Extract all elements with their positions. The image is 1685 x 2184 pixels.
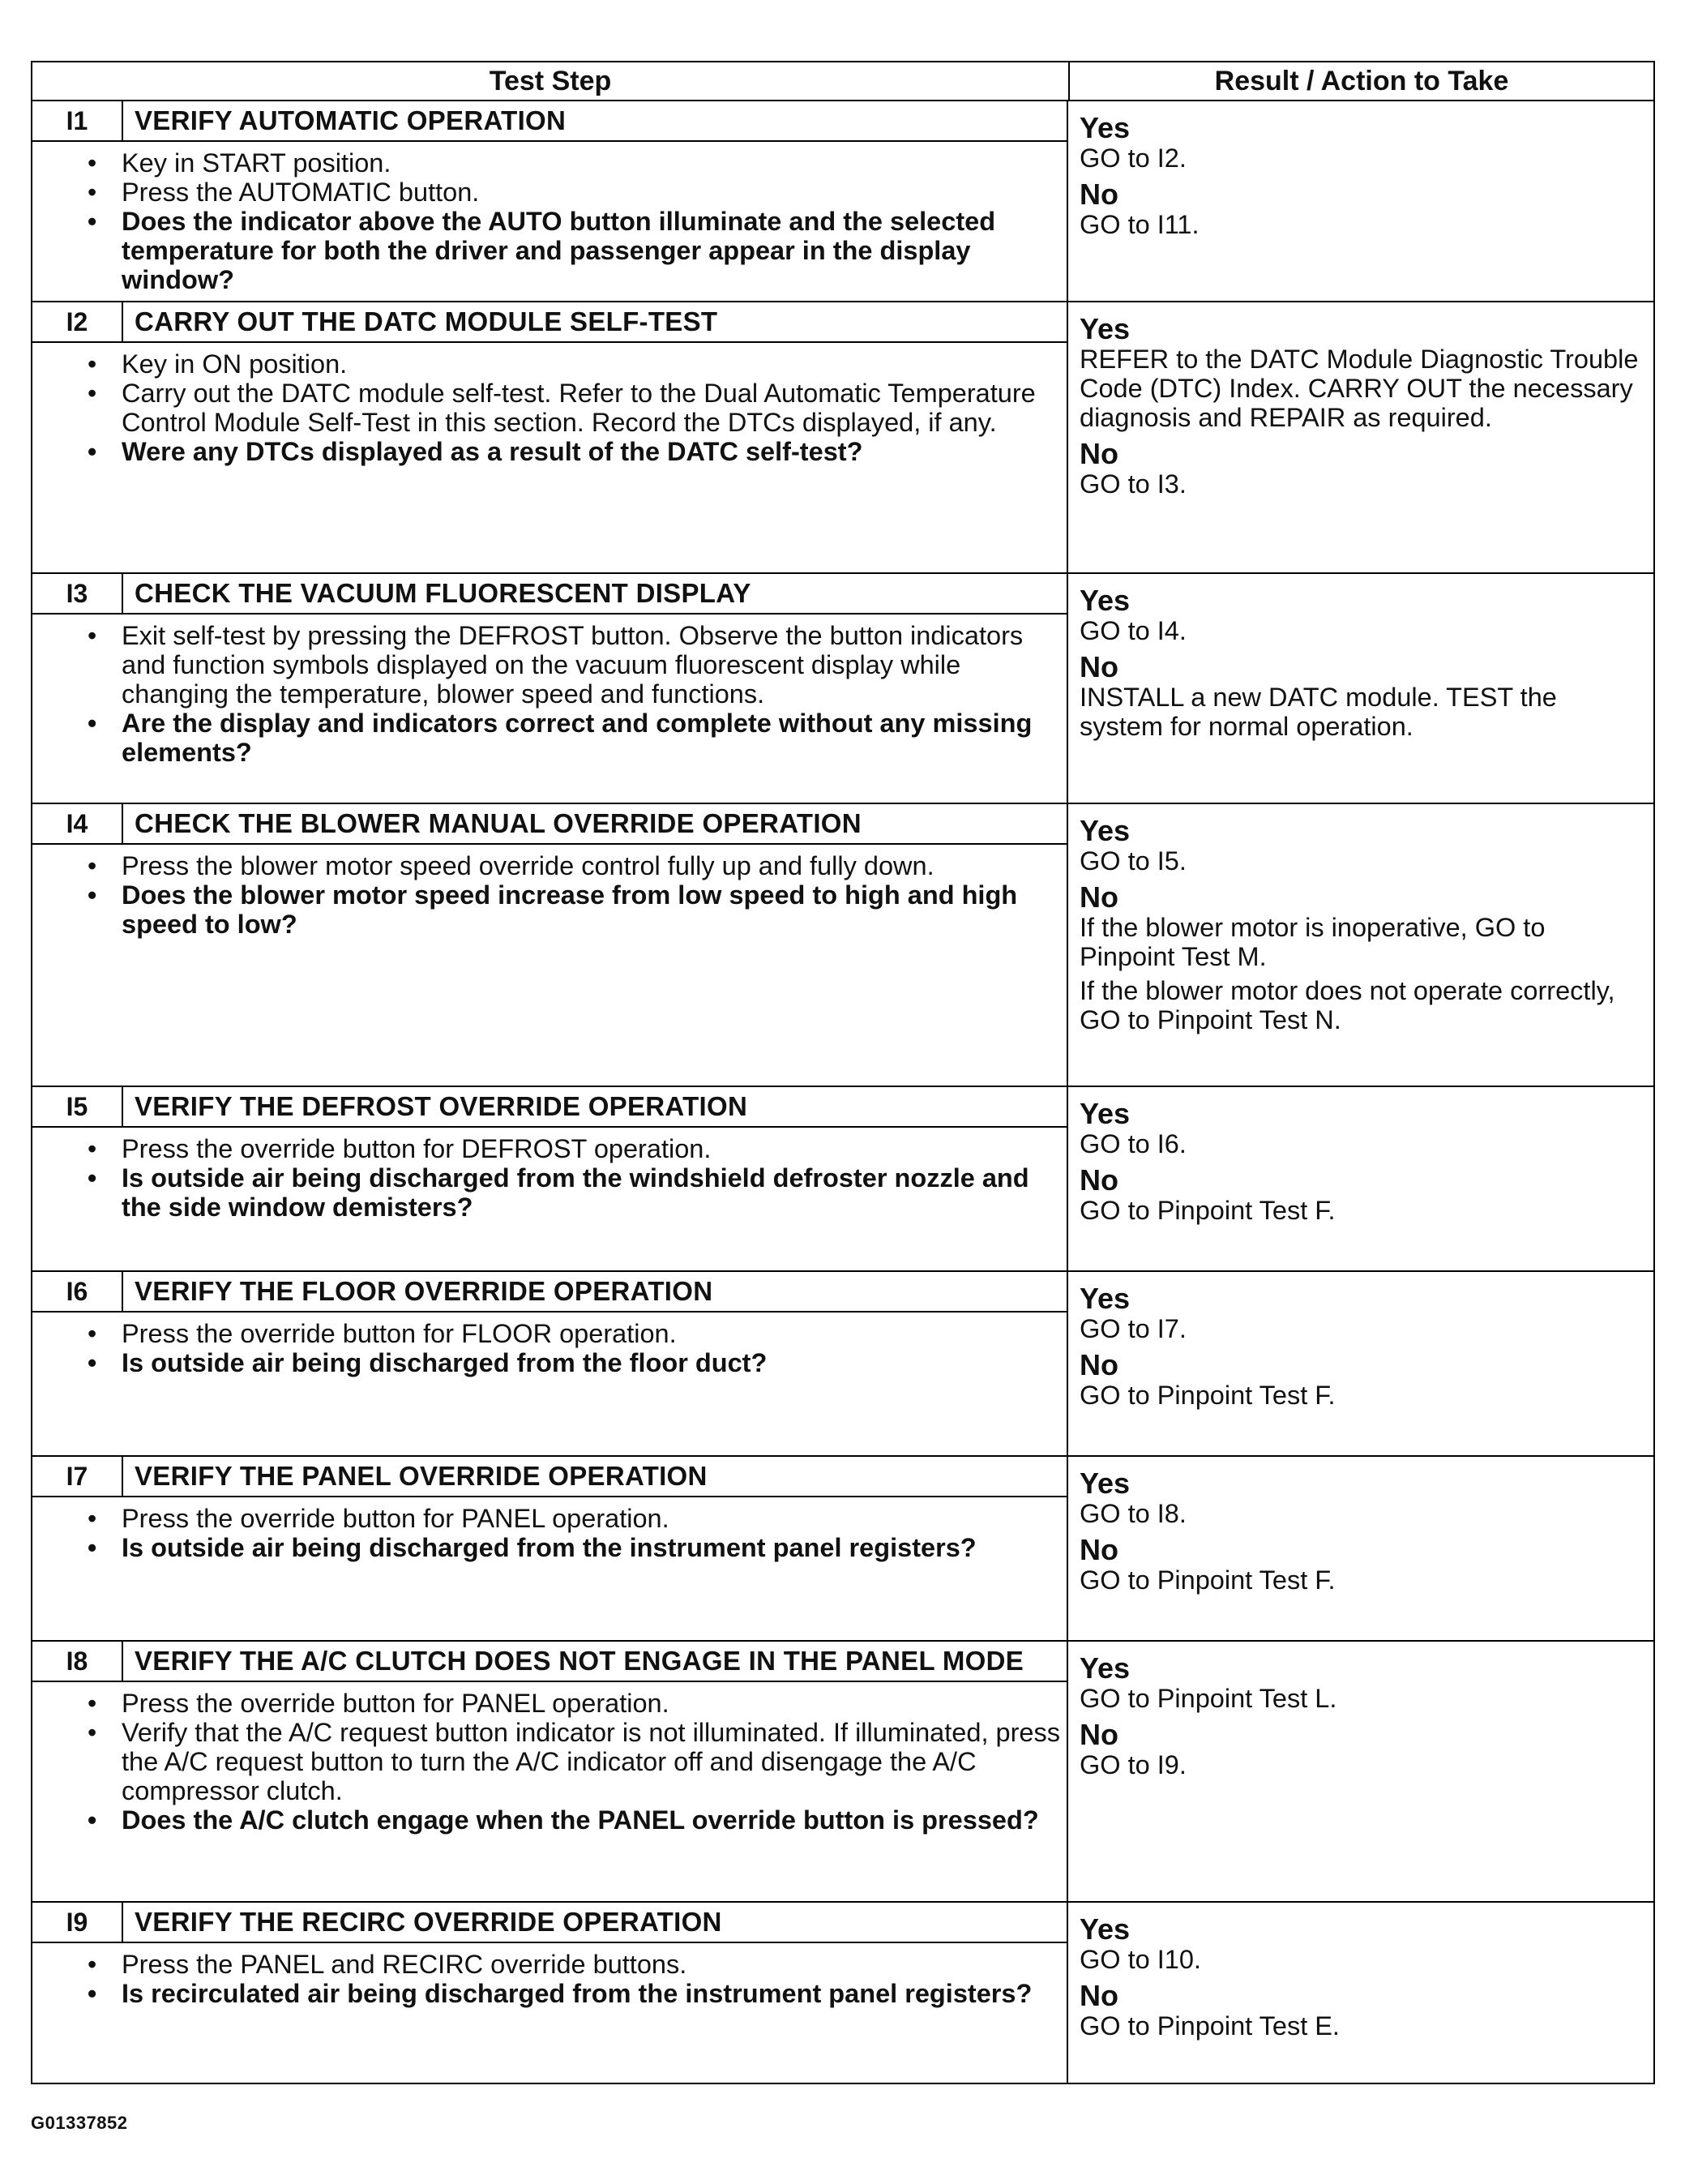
step-question: • Is recirculated air being discharged from the instrument panel registers?	[122, 1979, 1067, 2008]
no-label: No	[1080, 1979, 1118, 2012]
step-bullets	[32, 142, 1067, 301]
yes-label: Yes	[1080, 1912, 1131, 1946]
step-title: VERIFY THE RECIRC OVERRIDE OPERATION	[135, 1907, 722, 1937]
no-action: If the blower motor does not operate correctly, GO to Pinpoint Test N.	[1080, 976, 1615, 1034]
step-id: I4	[32, 804, 123, 843]
step-instruction: • Press the PANEL and RECIRC override buttons.	[122, 1950, 1067, 1979]
step-bullets	[32, 1313, 1067, 1384]
step-instruction: • Press the blower motor speed override control fully up and fully down.	[122, 851, 1067, 880]
step-title: CARRY OUT THE DATC MODULE SELF-TEST	[135, 306, 718, 336]
yes-action: GO to I7.	[1080, 1314, 1187, 1343]
step-result	[1068, 574, 1653, 803]
step-title: VERIFY THE FLOOR OVERRIDE OPERATION	[135, 1276, 713, 1306]
step-title: CHECK THE VACUUM FLUORESCENT DISPLAY	[135, 578, 751, 608]
step-instruction: • Exit self-test by pressing the DEFROST button. Observe the button indicators and function symbols displayed on the vacuum fluorescent display while changing the temperature, blower speed and functions.	[122, 621, 1067, 709]
yes-action: GO to I4.	[1080, 616, 1187, 645]
step-bullets	[32, 1128, 1067, 1228]
step-bullets	[32, 343, 1067, 473]
yes-label: Yes	[1080, 1651, 1131, 1685]
no-label: No	[1080, 1163, 1118, 1197]
step-instruction: • Key in START position.	[122, 148, 1067, 178]
step-result	[1068, 804, 1653, 1086]
step-question: • Does the A/C clutch engage when the PANEL override button is pressed?	[122, 1805, 1067, 1835]
step-id: I3	[32, 574, 123, 613]
yes-label: Yes	[1080, 1467, 1131, 1500]
step-result	[1068, 1087, 1653, 1270]
step-question: • Does the blower motor speed increase from low speed to high and high speed to low?	[122, 880, 1067, 939]
step-id: I7	[32, 1457, 123, 1496]
no-label: No	[1080, 437, 1118, 470]
step-title-row	[32, 302, 1067, 343]
step-question: • Is outside air being discharged from the floor duct?	[122, 1348, 1067, 1377]
step-title-row	[32, 1087, 1067, 1128]
step-bullets	[32, 1682, 1067, 1841]
test-step-row	[32, 1272, 1653, 1457]
step-title: VERIFY THE A/C CLUTCH DOES NOT ENGAGE IN THE PANEL MODE	[135, 1646, 1024, 1676]
step-bullets	[32, 845, 1067, 945]
no-action: GO to Pinpoint Test F.	[1080, 1196, 1336, 1225]
step-id: I9	[32, 1903, 123, 1942]
step-result	[1068, 1642, 1653, 1901]
no-action: GO to Pinpoint Test F.	[1080, 1565, 1336, 1595]
step-detail	[32, 1642, 1068, 1901]
step-instruction: • Press the override button for DEFROST operation.	[122, 1134, 1067, 1163]
step-id: I5	[32, 1087, 123, 1126]
step-id: I1	[32, 101, 123, 140]
step-instruction: • Press the override button for PANEL operation.	[122, 1504, 1067, 1533]
header-result-action: Result / Action to Take	[1214, 66, 1509, 96]
no-action: GO to I11.	[1080, 210, 1200, 239]
step-question: • Does the indicator above the AUTO button illuminate and the selected temperature for both the driver and passenger appear in the display window?	[122, 207, 1067, 294]
test-step-row	[32, 1642, 1653, 1903]
test-step-row	[32, 101, 1653, 302]
step-result	[1068, 302, 1653, 572]
step-question: • Is outside air being discharged from the instrument panel registers?	[122, 1533, 1067, 1562]
step-result	[1068, 1272, 1653, 1455]
test-step-row	[32, 804, 1653, 1087]
yes-action: GO to I5.	[1080, 846, 1187, 876]
test-steps	[32, 101, 1653, 2083]
yes-label: Yes	[1080, 584, 1131, 617]
step-id: I2	[32, 302, 123, 341]
step-question: • Were any DTCs displayed as a result of the DATC self-test?	[122, 437, 1067, 466]
yes-label: Yes	[1080, 1282, 1131, 1315]
step-id: I8	[32, 1642, 123, 1681]
step-detail	[32, 1272, 1068, 1455]
yes-action: GO to I2.	[1080, 143, 1187, 173]
step-title: VERIFY THE PANEL OVERRIDE OPERATION	[135, 1461, 708, 1491]
no-action: GO to I3.	[1080, 469, 1187, 499]
step-result	[1068, 101, 1653, 301]
table-header	[32, 62, 1653, 101]
test-step-row	[32, 1087, 1653, 1272]
step-instruction: • Press the override button for PANEL operation.	[122, 1689, 1067, 1718]
no-action: GO to I9.	[1080, 1750, 1187, 1779]
step-title-row	[32, 1642, 1067, 1682]
yes-action: GO to Pinpoint Test L.	[1080, 1684, 1337, 1713]
yes-action: GO to I10.	[1080, 1945, 1201, 1974]
step-question: • Are the display and indicators correct and complete without any missing elements?	[122, 709, 1067, 767]
step-detail	[32, 574, 1068, 803]
yes-action: REFER to the DATC Module Diagnostic Trouble Code (DTC) Index. CARRY OUT the necessary diagnosis and REPAIR as required.	[1080, 345, 1639, 432]
step-title-row	[32, 1903, 1067, 1943]
step-detail	[32, 1457, 1068, 1640]
no-action: If the blower motor is inoperative, GO to Pinpoint Test M.	[1080, 913, 1546, 971]
no-action: INSTALL a new DATC module. TEST the system for normal operation.	[1080, 683, 1557, 741]
step-title-row	[32, 574, 1067, 615]
step-id: I6	[32, 1272, 123, 1311]
header-test-step: Test Step	[32, 62, 1070, 100]
no-label: No	[1080, 1718, 1118, 1751]
step-instruction: • Key in ON position.	[122, 349, 1067, 379]
test-step-row	[32, 1903, 1653, 2083]
step-bullets	[32, 1943, 1067, 2015]
step-bullets	[32, 1497, 1067, 1569]
yes-label: Yes	[1080, 111, 1131, 144]
step-title: VERIFY THE DEFROST OVERRIDE OPERATION	[135, 1091, 748, 1121]
step-instruction: • Press the override button for FLOOR operation.	[122, 1319, 1067, 1348]
step-detail	[32, 804, 1068, 1086]
step-detail	[32, 1903, 1068, 2083]
step-bullets	[32, 615, 1067, 773]
yes-action: GO to I6.	[1080, 1129, 1187, 1158]
yes-action: GO to I8.	[1080, 1499, 1187, 1528]
no-label: No	[1080, 1533, 1118, 1566]
figure-id: G01337852	[31, 2113, 128, 2133]
step-title: CHECK THE BLOWER MANUAL OVERRIDE OPERATION	[135, 808, 862, 838]
no-action: GO to Pinpoint Test F.	[1080, 1381, 1336, 1410]
test-step-row	[32, 574, 1653, 804]
no-label: No	[1080, 650, 1118, 683]
no-label: No	[1080, 880, 1118, 914]
step-instruction: • Verify that the A/C request button indicator is not illuminated. If illuminated, press the A/C request button to turn the A/C indicator off and disengage the A/C compressor clutch.	[122, 1718, 1067, 1805]
test-step-row	[32, 302, 1653, 574]
step-title: VERIFY AUTOMATIC OPERATION	[135, 105, 567, 135]
yes-label: Yes	[1080, 312, 1131, 345]
test-step-table	[31, 61, 1655, 2084]
step-title-row	[32, 101, 1067, 142]
step-instruction: • Press the AUTOMATIC button.	[122, 178, 1067, 207]
no-label: No	[1080, 1348, 1118, 1381]
step-title-row	[32, 804, 1067, 845]
yes-label: Yes	[1080, 1097, 1131, 1130]
step-instruction: • Carry out the DATC module self-test. Refer to the Dual Automatic Temperature Control Module Self-Test in this section. Record the DTCs displayed, if any.	[122, 379, 1067, 437]
step-result	[1068, 1903, 1653, 2083]
step-detail	[32, 302, 1068, 572]
yes-label: Yes	[1080, 814, 1131, 847]
test-step-row	[32, 1457, 1653, 1642]
step-title-row	[32, 1457, 1067, 1497]
step-detail	[32, 101, 1068, 301]
no-label: No	[1080, 178, 1118, 211]
step-title-row	[32, 1272, 1067, 1313]
step-detail	[32, 1087, 1068, 1270]
no-action: GO to Pinpoint Test E.	[1080, 2011, 1340, 2041]
step-result	[1068, 1457, 1653, 1640]
step-question: • Is outside air being discharged from the windshield defroster nozzle and the side window demisters?	[122, 1163, 1067, 1222]
